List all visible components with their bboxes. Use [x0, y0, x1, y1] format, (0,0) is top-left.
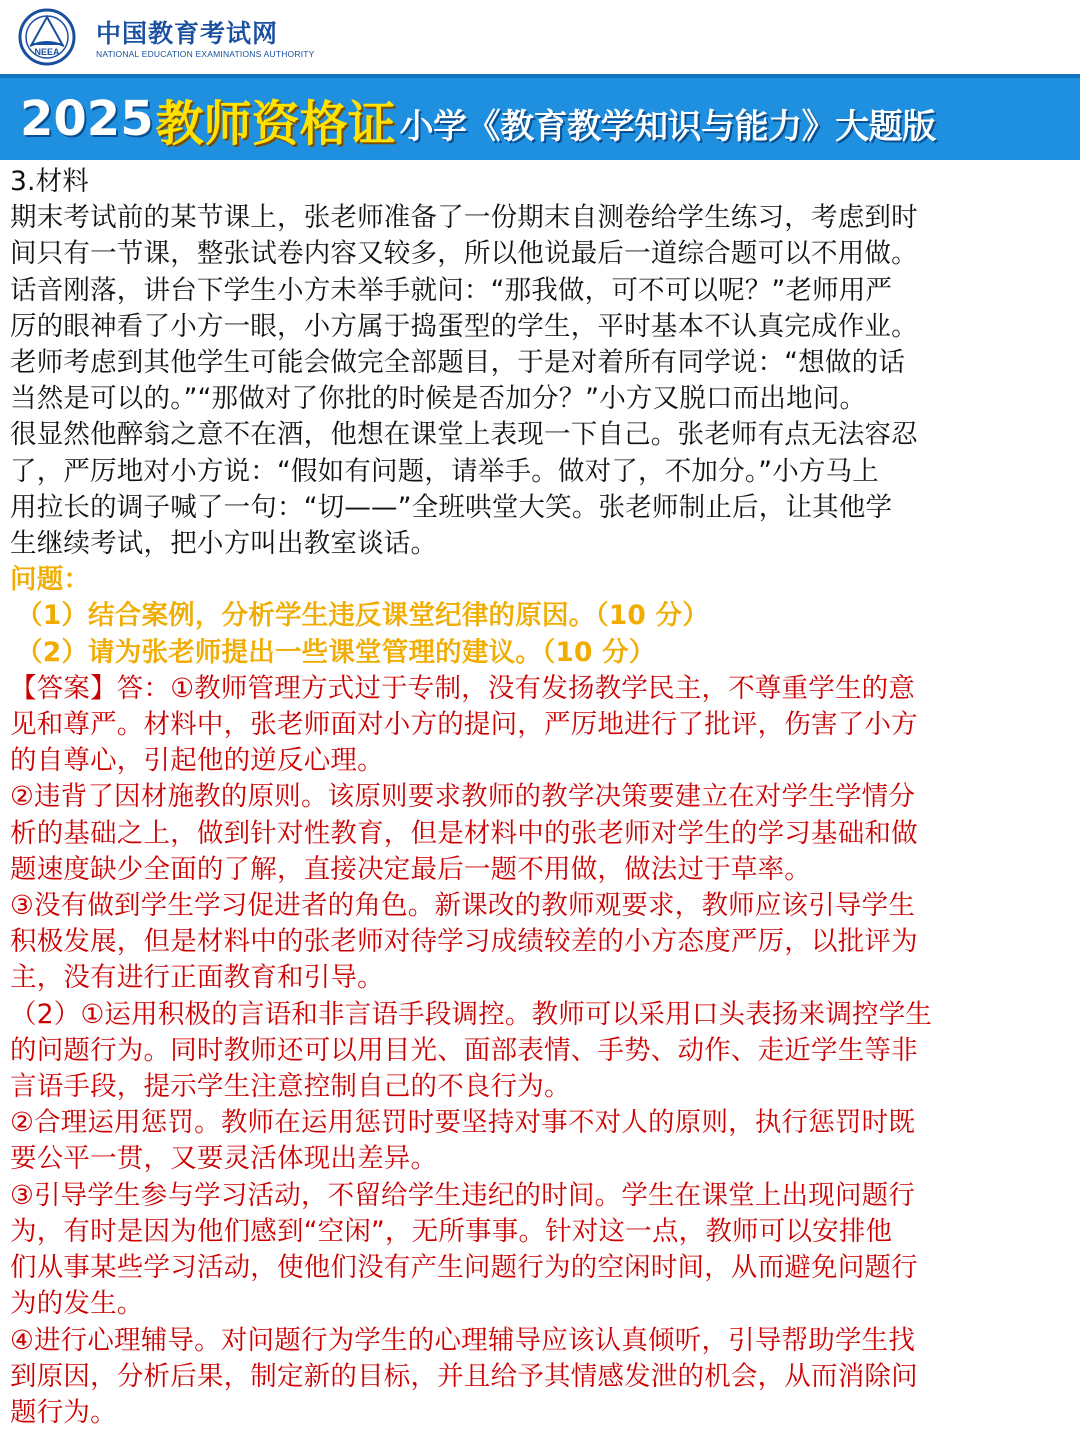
material-line: 很显然他醉翁之意不在酒，他想在课堂上表现一下自己。张老师有点无法容忍 [10, 419, 918, 451]
answer-line: 析的基础之上，做到针对性教育，但是材料中的张老师对学生的学习基础和做 [10, 817, 918, 849]
answer-line: 言语手段，提示学生注意控制自己的不良行为。 [10, 1071, 571, 1103]
question-list [10, 598, 1072, 670]
site-name-en: NATIONAL EDUCATION EXAMINATIONS AUTHORITY [96, 49, 315, 59]
question-item: （2）请为张老师提出一些课堂管理的建议。（10 分） [16, 636, 656, 668]
site-header [0, 0, 1080, 74]
answer-line: ③没有做到学生学习促进者的角色。新课改的教师观要求，教师应该引导学生 [10, 890, 916, 922]
material-line: 了，严厉地对小方说：“假如有问题，请举手。做对了，不加分。”小方马上 [10, 455, 880, 487]
material-line: 厉的眼神看了小方一眼，小方属于捣蛋型的学生，平时基本不认真完成作业。 [10, 310, 918, 342]
material-line: 间只有一节课，整张试卷内容又较多，所以他说最后一道综合题可以不用做。 [10, 238, 918, 270]
answer-line: 们从事某些学习活动，使他们没有产生问题行为的空闲时间，从而避免问题行 [10, 1252, 918, 1284]
material-line: 期末考试前的某节课上，张老师准备了一份期末自测卷给学生练习，考虑到时 [10, 202, 918, 234]
answer-line: 的问题行为。同时教师还可以用目光、面部表情、手势、动作、走近学生等非 [10, 1034, 918, 1066]
questions-title: 问题： [10, 564, 91, 596]
answer-line: （2）①运用积极的言语和非言语手段调控。教师可以采用口头表扬来调控学生 [10, 998, 933, 1030]
answer-text [10, 671, 1072, 1431]
answer-line: 积极发展，但是材料中的张老师对待学习成绩较差的小方态度严厉，以批评为 [10, 926, 918, 958]
material-text [10, 200, 1072, 562]
answer-line: 题行为。 [10, 1396, 117, 1428]
material-line: 当然是可以的。”“那做对了你批的时候是否加分？”小方又脱口而出地问。 [10, 383, 867, 415]
banner-subtitle: 小学《教育教学知识与能力》大题版 [399, 106, 936, 147]
answer-line: ②违背了因材施教的原则。该原则要求教师的教学决策要建立在对学生学情分 [10, 781, 916, 813]
answer-line: ④进行心理辅导。对问题行为学生的心理辅导应该认真倾听，引导帮助学生找 [10, 1324, 916, 1356]
answer-line: 见和尊严。材料中，张老师面对小方的提问，严厉地进行了批评，伤害了小方 [10, 709, 918, 741]
title-banner [0, 74, 1080, 160]
banner-main-title: 教师资格证 [155, 95, 396, 152]
document-body [10, 164, 1072, 1431]
answer-line: ③引导学生参与学习活动，不留给学生违纪的时间。学生在课堂上出现问题行 [10, 1179, 916, 1211]
neea-logo-icon [18, 8, 76, 66]
material-heading: 3.材料 [10, 166, 90, 197]
answer-line: 主，没有进行正面教育和引导。 [10, 962, 384, 994]
answer-line: 【答案】答：①教师管理方式过于专制，没有发扬教学民主，不尊重学生的意 [10, 672, 916, 704]
answer-line: 为的发生。 [10, 1288, 144, 1320]
answer-line: 为，有时是因为他们感到“空闲”，无所事事。针对这一点，教师可以安排他 [10, 1215, 893, 1247]
material-line: 话音刚落，讲台下学生小方未举手就问：“那我做，可不可以呢？”老师用严 [10, 274, 893, 306]
answer-line: ②合理运用惩罚。教师在运用惩罚时要坚持对事不对人的原则，执行惩罚时既 [10, 1107, 916, 1139]
answer-line: 到原因，分析后果，制定新的目标，并且给予其情感发泄的机会，从而消除问 [10, 1360, 918, 1392]
answer-line: 要公平一贯，又要灵活体现出差异。 [10, 1143, 438, 1175]
site-logo-text [96, 20, 315, 60]
material-line: 用拉长的调子喊了一句：“切——”全班哄堂大笑。张老师制止后，让其他学 [10, 491, 893, 523]
question-item: （1）结合案例，分析学生违反课堂纪律的原因。（10 分） [16, 600, 709, 632]
answer-line: 的自尊心，引起他的逆反心理。 [10, 745, 384, 777]
material-line: 生继续考试，把小方叫出教室谈话。 [10, 528, 438, 560]
logo-emblem-text: NEEA [34, 47, 60, 57]
answer-line: 题速度缺少全面的了解，直接决定最后一题不用做，做法过于草率。 [10, 853, 811, 885]
site-name-cn: 中国教育考试网 [96, 19, 279, 48]
banner-year: 2025 [20, 91, 154, 147]
material-line: 老师考虑到其他学生可能会做完全部题目，于是对着所有同学说：“想做的话 [10, 347, 906, 379]
